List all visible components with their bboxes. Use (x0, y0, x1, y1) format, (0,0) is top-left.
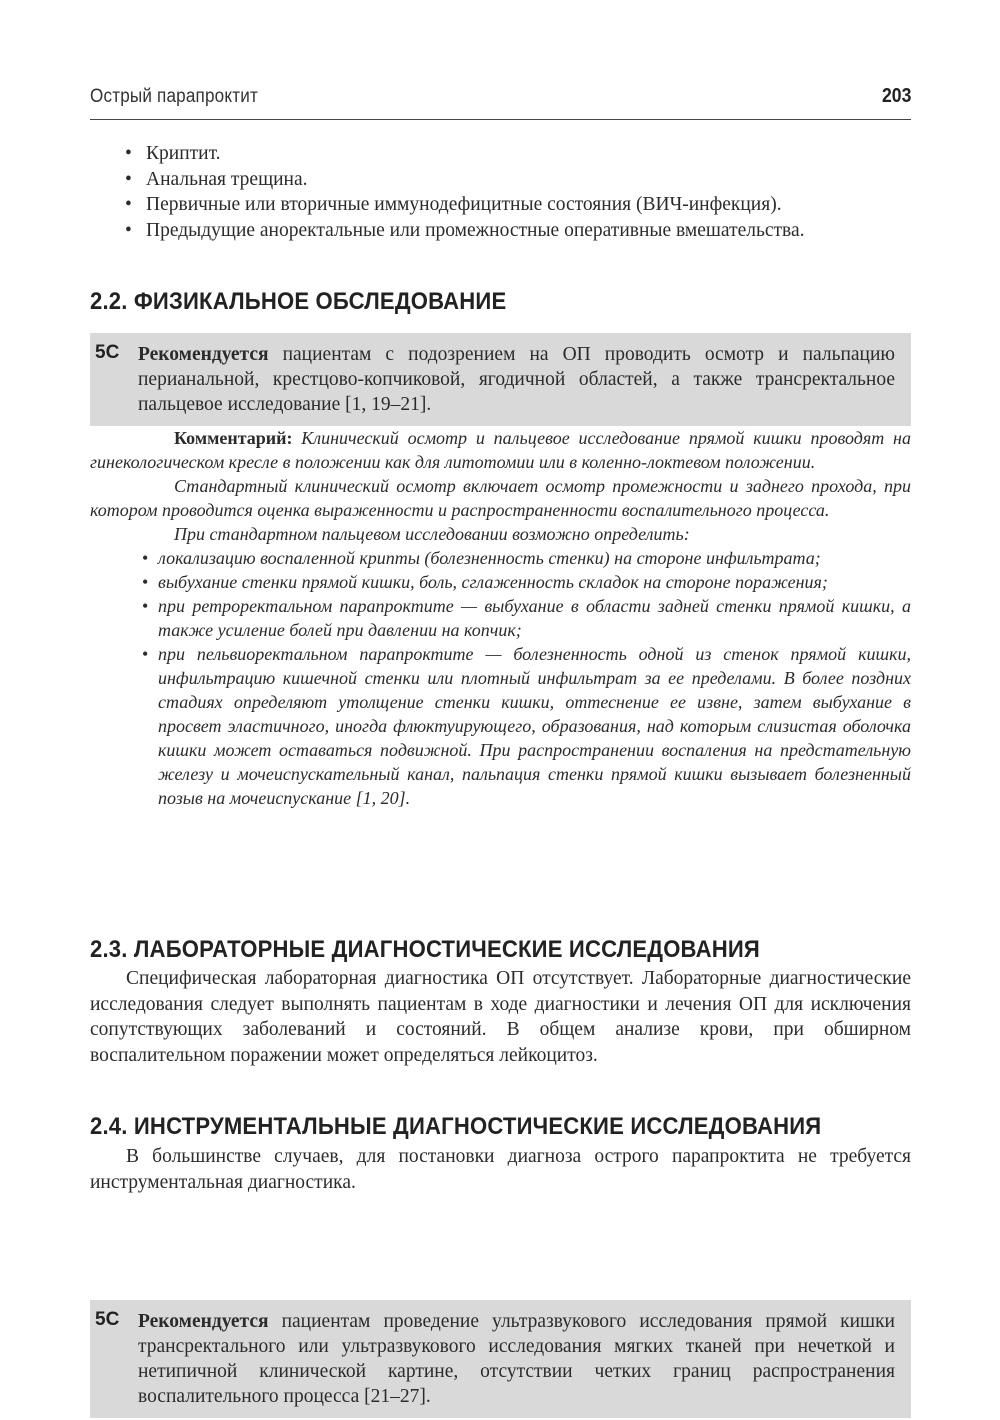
list-item: • при ретроректальном парапроктите — выбухание в области задней стенки прямой кишки, а также усиление болей при давлении на копчик; (142, 596, 911, 640)
evidence-grade: 5C (95, 342, 120, 363)
list-item: • локализацию воспаленной крипты (болезненность стенки) на стороне инфильтрата; (142, 548, 821, 568)
list-item: • при пельвиоректальном парапроктите — болезненность одной из стенок прямой кишки, инфильтрацию кишечной стенки или плотный инфильтрат за ее пределами. В более поздних стадиях определяют утолщение стенки кишки, оттеснение ее извне, затем выбухание в просвет эластичного, иногда флюктуирующего, образования, над которым слизистая оболочка кишки может оставаться подвижной. При распространении воспаления на предстательную железу и мочеиспускательный канал, пальпация стенки прямой кишки вызывает болезненный позыв на мочеиспускание [1, 20]. (142, 644, 911, 808)
recommendation-box (90, 1300, 911, 1418)
lab-paragraph: Специфическая лабораторная диагностика ОП отсутствует. Лабораторные диагностические исследования следует выполнять пациентам в ходе диагностики и лечения ОП для исключения сопутствующих заболеваний и состояний. В общем анализе крови, при обширном воспалительном поражении может определяться лейкоцитоз. (90, 968, 911, 1066)
list-item: • Предыдущие аноректальные или промежностные оперативные вмешательства. (125, 219, 805, 241)
list-item: • Первичные или вторичные иммунодефицитные состояния (ВИЧ-инфекция). (125, 194, 782, 215)
list-item: • Анальная трещина. (125, 168, 308, 190)
running-title: Острый парапроктит (90, 86, 258, 107)
section-heading-2-2: 2.2. ФИЗИКАЛЬНОЕ ОБСЛЕДОВАНИЕ (90, 288, 507, 315)
comment-paragraph: При стандартном пальцевом исследовании возможно определить: (174, 524, 690, 544)
list-item: • выбухание стенки прямой кишки, боль, сглаженность складок на стороне поражения; (142, 572, 828, 592)
running-head (90, 84, 911, 120)
recommendation-text: Рекомендуется пациентам с подозрением на ОП проводить осмотр и пальпацию перианальной, крестцово-копчиковой, ягодичной областей, а также трансректальное пальцевое исследование [1, 19–21]. (138, 344, 895, 415)
comment-paragraph: Стандартный клинический осмотр включает осмотр промежности и заднего прохода, при котором проводится оценка выраженности и распространенности воспалительного процесса. (90, 476, 911, 520)
section-heading-2-3: 2.3. ЛАБОРАТОРНЫЕ ДИАГНОСТИЧЕСКИЕ ИССЛЕДОВАНИЯ (90, 936, 760, 963)
comment-paragraph: Комментарий: Клинический осмотр и пальцевое исследование прямой кишки проводят на гинекологическом кресле в положении как для литотомии или в коленно-локтевом положении. (90, 428, 911, 472)
list-item: • Криптит. (125, 143, 221, 164)
findings-list (90, 546, 911, 810)
instrumental-paragraph: В большинстве случаев, для постановки диагноза острого парапроктита не требуется инструментальная диагностика. (90, 1146, 911, 1193)
evidence-grade: 5C (95, 1309, 120, 1330)
comment-block (90, 426, 911, 810)
page-number: 203 (881, 85, 911, 107)
section-heading-2-4: 2.4. ИНСТРУМЕНТАЛЬНЫЕ ДИАГНОСТИЧЕСКИЕ ИССЛЕДОВАНИЯ (90, 1113, 822, 1140)
recommendation-box (90, 333, 911, 426)
comment-label: Комментарий: (174, 428, 293, 448)
recommendation-text: Рекомендуется пациентам проведение ультразвукового исследования прямой кишки трансректального или ультразвукового исследования мягких тканей при нечеткой и нетипичной клинической картине, отсутствии четких границ распространения воспалительного процесса [21–27]. (138, 1311, 895, 1407)
risk-factors-list (90, 141, 911, 243)
